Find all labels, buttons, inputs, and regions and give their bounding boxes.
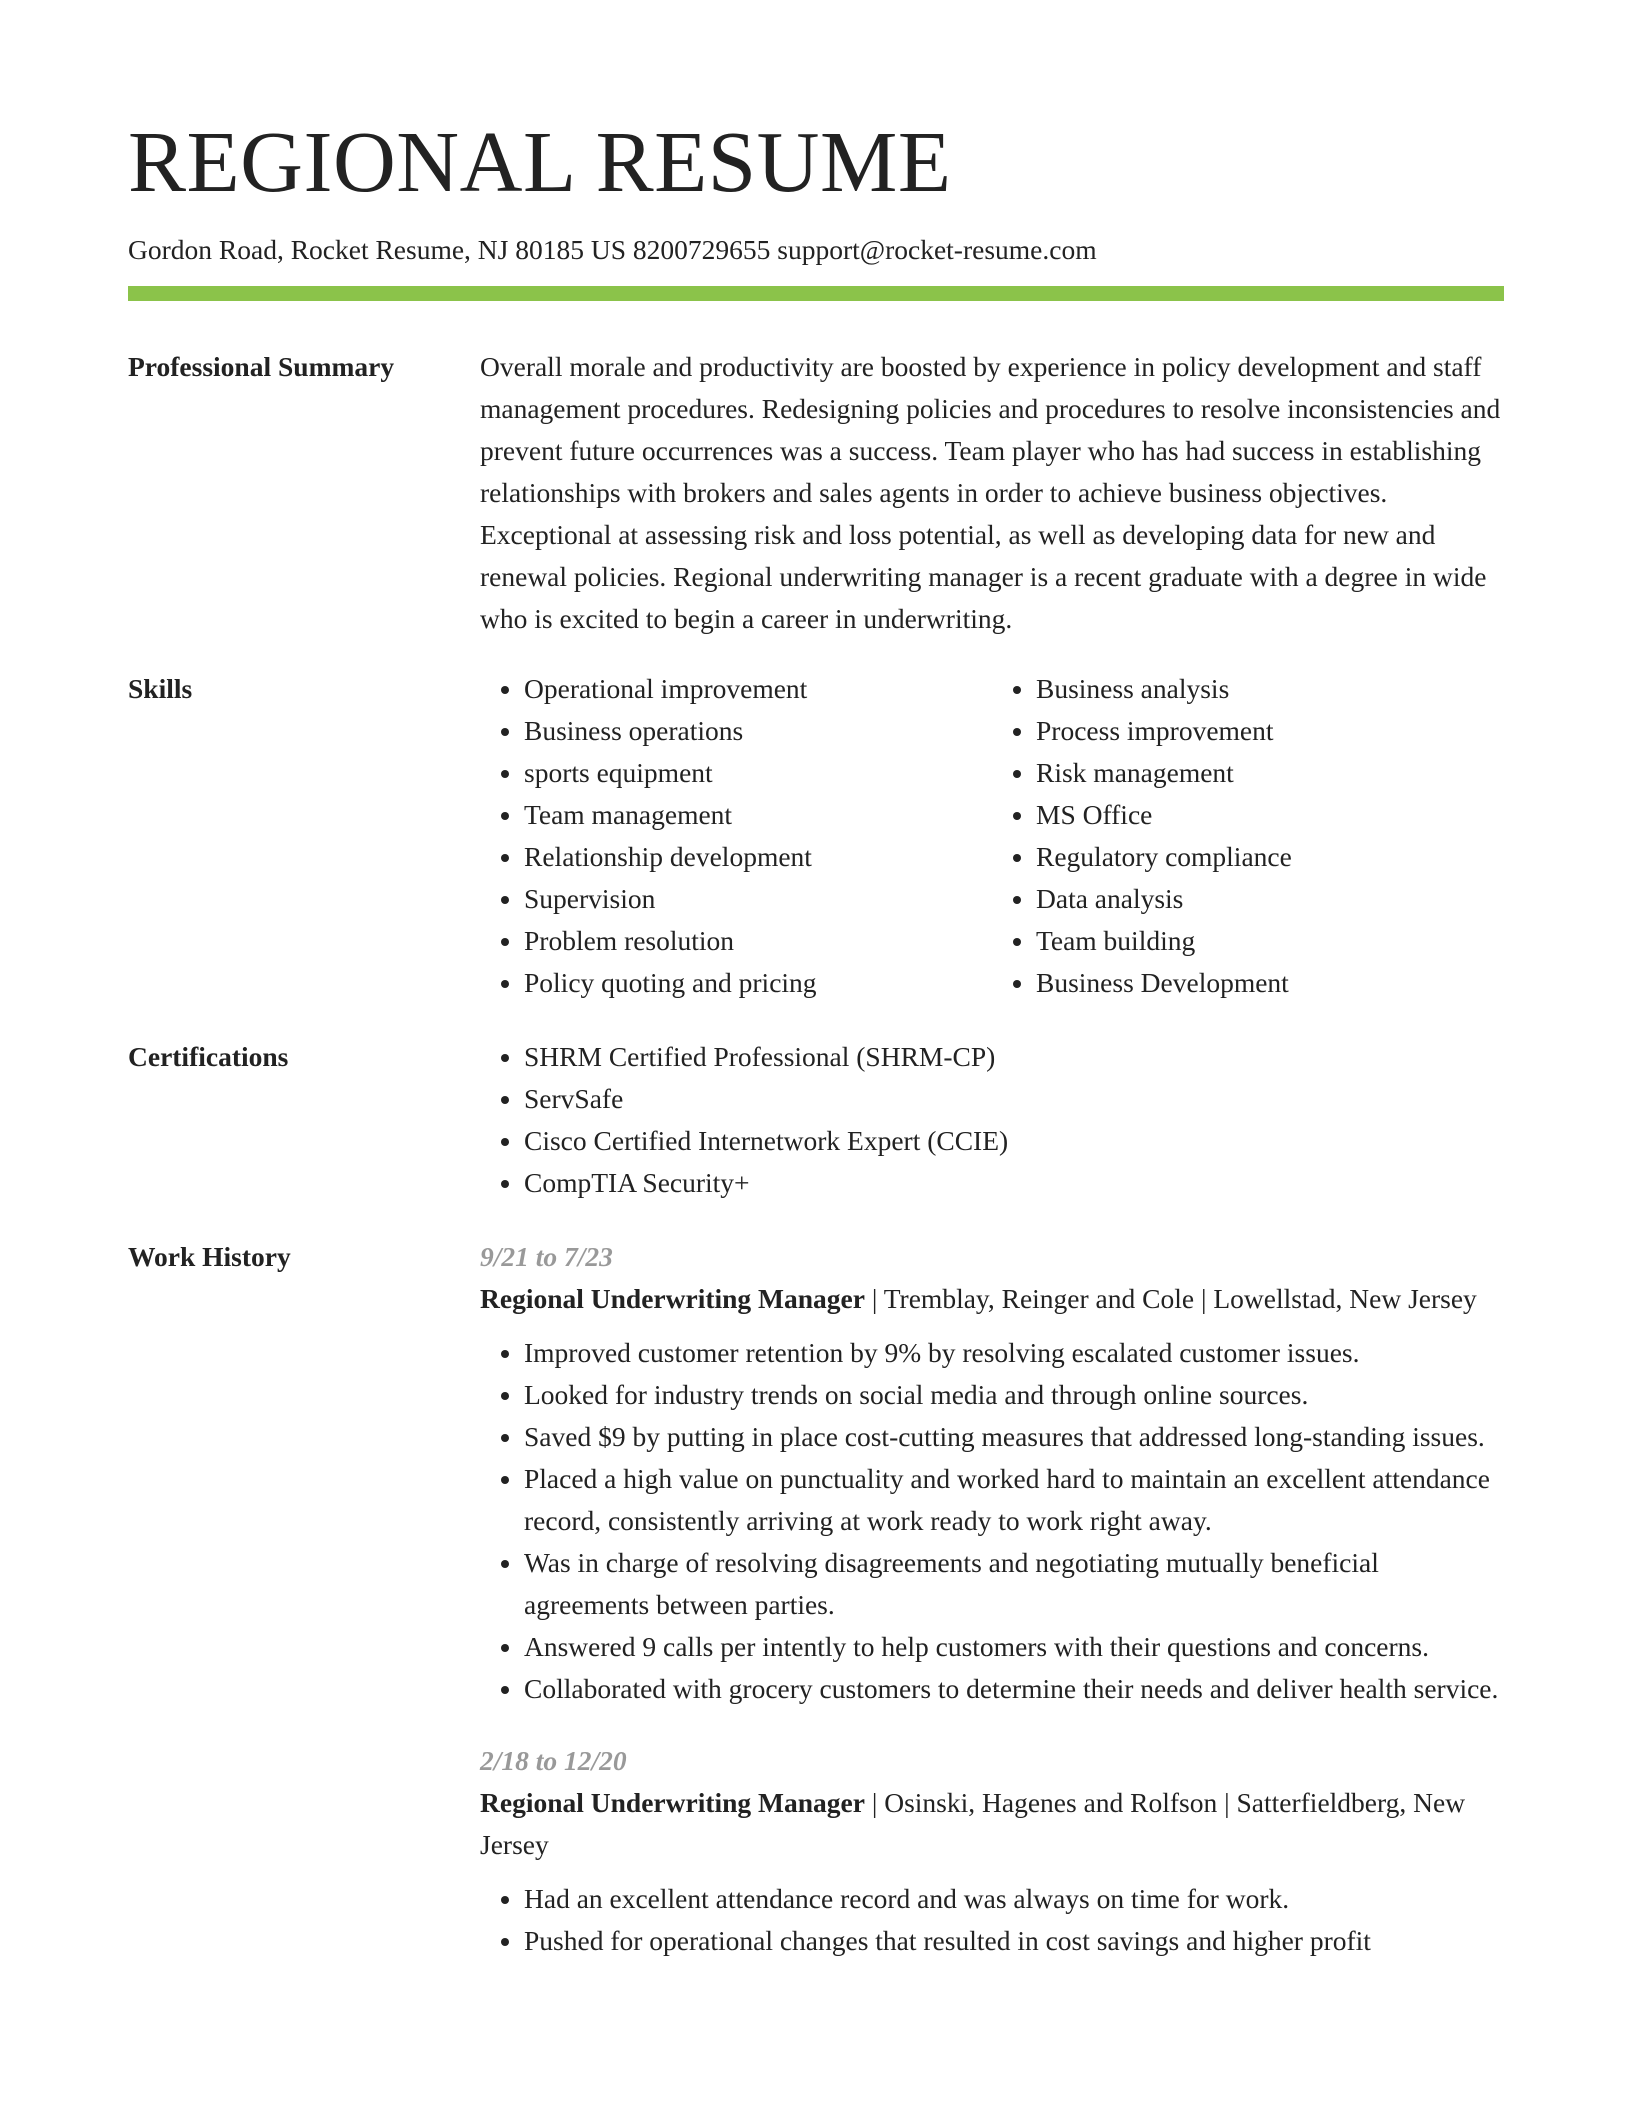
job-bullet: • Answered 9 calls per intently to help customers with their questions and concerns. — [524, 1626, 1504, 1668]
job-details: | Tremblay, Reinger and Cole | Lowellstad, New Jersey — [864, 1283, 1477, 1314]
certification-item: • CompTIA Security+ — [524, 1162, 1504, 1204]
skill-item: • Business operations — [524, 710, 992, 752]
job-bullet: • Saved $9 by putting in place cost-cutting measures that addressed long-standing issues. — [524, 1416, 1504, 1458]
job-heading — [480, 1278, 1504, 1320]
skill-item: • Business analysis — [1036, 668, 1504, 710]
job-bullets — [480, 1332, 1504, 1710]
skill-item: • sports equipment — [524, 752, 992, 794]
contact-line: Gordon Road, Rocket Resume, NJ 80185 US 8200729655 support@rocket-resume.com — [128, 234, 1097, 265]
work-body — [480, 1236, 1504, 1962]
skill-item: • Risk management — [1036, 752, 1504, 794]
work-label: Work History — [128, 1241, 291, 1272]
job-bullet: • Looked for industry trends on social media and through online sources. — [524, 1374, 1504, 1416]
certifications-list — [480, 1036, 1504, 1204]
job-dates: 9/21 to 7/23 — [480, 1241, 613, 1272]
skill-item: • Supervision — [524, 878, 992, 920]
summary-body — [480, 346, 1504, 640]
skill-item: • Business Development — [1036, 962, 1504, 1004]
job-heading — [480, 1782, 1504, 1866]
summary-text: Overall morale and productivity are boosted by experience in policy development and staff management procedures. Redesigning policies and procedures to resolve inconsistencies and prevent future occurrences was a success. Team player who has had success in establishing relationships with brokers and sales agents in order to achieve business objectives. Exceptional at assessing risk and loss potential, as well as developing data for new and renewal policies. Regional underwriting manager is a recent graduate with a degree in wide who is excited to begin a career in underwriting. — [480, 351, 1501, 634]
skill-item: • MS Office — [1036, 794, 1504, 836]
job-bullet: • Had an excellent attendance record and was always on time for work. — [524, 1878, 1504, 1920]
certifications-label: Certifications — [128, 1041, 289, 1072]
job-details: | Osinski, Hagenes and Rolfson | Satterfieldberg, New Jersey — [480, 1787, 1466, 1860]
job-bullet: • Improved customer retention by 9% by resolving escalated customer issues. — [524, 1332, 1504, 1374]
skills-columns — [480, 668, 1504, 1004]
skill-item: • Problem resolution — [524, 920, 992, 962]
skill-item: • Team management — [524, 794, 992, 836]
summary-label: Professional Summary — [128, 351, 395, 382]
skills-body — [480, 668, 1504, 1004]
header-divider — [128, 286, 1504, 301]
skill-item: • Process improvement — [1036, 710, 1504, 752]
job-bullets — [480, 1878, 1504, 1962]
skills-label: Skills — [128, 673, 193, 704]
skill-item: • Relationship development — [524, 836, 992, 878]
skill-item: • Regulatory compliance — [1036, 836, 1504, 878]
skills-list-left — [480, 668, 992, 1004]
skill-item: • Data analysis — [1036, 878, 1504, 920]
job-bullet: • Pushed for operational changes that resulted in cost savings and higher profit — [524, 1920, 1504, 1962]
certification-item: • ServSafe — [524, 1078, 1504, 1120]
job-bullet: • Was in charge of resolving disagreements and negotiating mutually beneficial agreements between parties. — [524, 1542, 1504, 1626]
job-bullet: • Placed a high value on punctuality and worked hard to maintain an excellent attendance record, consistently arriving at work ready to work right away. — [524, 1458, 1504, 1542]
job-entry — [480, 1236, 1504, 1710]
skills-list-right — [992, 668, 1504, 1004]
job-entry — [480, 1740, 1504, 1962]
job-title: Regional Underwriting Manager — [480, 1787, 865, 1818]
job-bullet: • Collaborated with grocery customers to determine their needs and deliver health service. — [524, 1668, 1504, 1710]
certification-item: • SHRM Certified Professional (SHRM-CP) — [524, 1036, 1504, 1078]
skill-item: • Team building — [1036, 920, 1504, 962]
job-title: Regional Underwriting Manager — [480, 1283, 865, 1314]
job-dates: 2/18 to 12/20 — [480, 1745, 627, 1776]
skill-item: • Policy quoting and pricing — [524, 962, 992, 1004]
certification-item: • Cisco Certified Internetwork Expert (CCIE) — [524, 1120, 1504, 1162]
skill-item: • Operational improvement — [524, 668, 992, 710]
certifications-body — [480, 1036, 1504, 1204]
resume-name: REGIONAL RESUME — [128, 113, 952, 210]
